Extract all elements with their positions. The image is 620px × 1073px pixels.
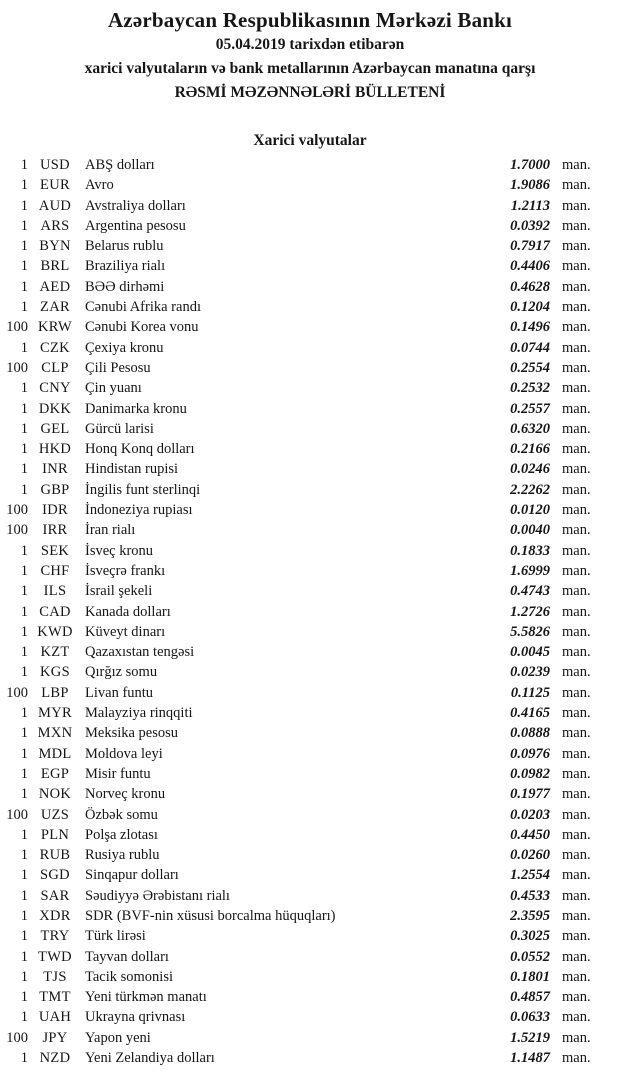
currency-name: Çin yuanı (85, 380, 142, 397)
unit-label: man. (562, 684, 591, 701)
unit-label: man. (562, 623, 591, 640)
rate-value: 1.2554 (510, 867, 550, 884)
unit-label: man. (562, 258, 591, 275)
unit-label: man. (562, 157, 591, 173)
currency-name: İndoneziya rupiası (85, 502, 193, 519)
currency-name: Avro (85, 177, 114, 194)
currency-row (0, 784, 620, 804)
bulletin-title: RƏSMİ MƏZƏNNƏLƏRİ BÜLLETENİ (174, 84, 446, 101)
quantity-value: 1 (20, 745, 28, 762)
rate-value: 1.2726 (510, 603, 550, 620)
currency-row (0, 297, 620, 317)
currency-name: Rusiya rublu (85, 847, 160, 864)
currency-name: Səudiyyə Ərəbistanı rialı (85, 887, 230, 904)
currency-name: Misir funtu (85, 765, 151, 782)
currency-code: NZD (39, 1050, 71, 1067)
quantity-value: 1 (20, 380, 28, 397)
quantity-value: 100 (6, 1029, 28, 1046)
rate-value: 0.3025 (510, 928, 550, 945)
unit-label: man. (562, 197, 591, 214)
rate-value: 0.6320 (510, 420, 550, 437)
unit-label: man. (562, 786, 591, 803)
rate-value: 0.0633 (510, 1009, 550, 1026)
unit-label: man. (562, 745, 591, 762)
unit-label: man. (562, 847, 591, 864)
currency-row (0, 642, 620, 662)
unit-label: man. (562, 867, 591, 884)
currency-code: LBP (41, 684, 69, 701)
rate-value: 0.0976 (510, 745, 550, 762)
unit-label: man. (562, 644, 591, 661)
currency-row (0, 236, 620, 256)
currency-row (0, 1028, 620, 1048)
unit-label: man. (562, 887, 591, 904)
currency-name: Danimarka kronu (85, 400, 187, 417)
rate-value: 0.0040 (510, 522, 550, 539)
currency-row (0, 500, 620, 520)
currency-row (0, 399, 620, 419)
currency-row (0, 196, 620, 216)
currency-name: Küveyt dinarı (85, 623, 166, 640)
subtitle-line: xarici valyutaların və bank metallarının Azərbaycan manatına qarşı (84, 60, 536, 77)
rate-value: 0.2557 (510, 400, 550, 417)
rate-value: 0.2532 (510, 380, 550, 397)
rate-value: 0.0260 (510, 847, 550, 864)
unit-label: man. (562, 481, 591, 498)
currency-name: Yeni Zelandiya dolları (85, 1050, 215, 1067)
rate-value: 0.2554 (510, 359, 550, 376)
currency-name: Polşa zlotası (85, 826, 158, 843)
currency-name: Honq Konq dolları (85, 441, 195, 458)
currency-code: EGP (40, 765, 70, 782)
quantity-value: 1 (20, 217, 28, 234)
currency-name: Özbək somu (85, 806, 158, 823)
currency-row (0, 886, 620, 906)
currency-row (0, 459, 620, 479)
currency-row (0, 317, 620, 337)
unit-label: man. (562, 502, 591, 519)
currency-name: Moldova leyi (85, 745, 163, 762)
rate-value: 0.4165 (510, 705, 550, 722)
currency-code: CLP (41, 359, 69, 376)
currency-row (0, 541, 620, 561)
currency-row (0, 764, 620, 784)
currency-code: RUB (39, 847, 71, 864)
quantity-value: 1 (20, 928, 28, 945)
currency-name: İsrail şekeli (85, 583, 153, 600)
bulletin-header (0, 0, 620, 105)
unit-label: man. (562, 1029, 591, 1046)
unit-label: man. (562, 461, 591, 478)
rate-value: 0.1801 (510, 968, 550, 985)
quantity-value: 1 (20, 542, 28, 559)
currency-row (0, 1048, 620, 1068)
quantity-value: 1 (20, 725, 28, 742)
currency-row (0, 581, 620, 601)
rate-value: 0.0120 (510, 502, 550, 519)
currency-code: EUR (40, 177, 70, 194)
unit-label: man. (562, 928, 591, 945)
unit-label: man. (562, 826, 591, 843)
currency-row (0, 216, 620, 236)
currency-code: ZAR (40, 299, 70, 316)
currency-name: Çexiya kronu (85, 339, 164, 356)
quantity-value: 1 (20, 258, 28, 275)
rate-value: 0.4406 (510, 258, 550, 275)
rate-value: 0.0246 (510, 461, 550, 478)
currency-row (0, 358, 620, 378)
currency-row (0, 825, 620, 845)
rates-table (0, 155, 620, 1068)
quantity-value: 1 (20, 623, 28, 640)
quantity-value: 1 (20, 278, 28, 295)
currency-code: IDR (42, 502, 68, 519)
rate-value: 1.2113 (510, 197, 550, 214)
currency-name: Cənubi Afrika randı (85, 299, 201, 316)
currency-row (0, 987, 620, 1007)
unit-label: man. (562, 806, 591, 823)
currency-code: XDR (39, 907, 71, 924)
currency-row (0, 906, 620, 926)
unit-label: man. (562, 1009, 591, 1026)
currency-name: Qırğız somu (85, 664, 158, 681)
currency-row (0, 439, 620, 459)
quantity-value: 1 (20, 197, 28, 214)
unit-label: man. (562, 420, 591, 437)
unit-label: man. (562, 441, 591, 458)
rate-value: 1.5219 (510, 1029, 550, 1046)
quantity-value: 1 (20, 968, 28, 985)
currency-row (0, 947, 620, 967)
currency-name: İsveç kronu (85, 542, 154, 559)
rate-value: 5.5826 (510, 623, 550, 640)
quantity-value: 1 (20, 562, 28, 579)
quantity-value: 1 (20, 867, 28, 884)
unit-label: man. (562, 725, 591, 742)
currency-row (0, 520, 620, 540)
rate-value: 1.7000 (510, 157, 550, 173)
rate-value: 0.4857 (510, 989, 550, 1006)
currency-code: TRY (40, 928, 70, 945)
rate-value: 0.1125 (510, 684, 550, 701)
currency-code: PLN (40, 826, 70, 843)
currency-code: SEK (40, 542, 70, 559)
currency-row (0, 155, 620, 175)
currency-code: SGD (40, 867, 70, 884)
currency-row (0, 805, 620, 825)
rate-value: 0.1977 (510, 786, 550, 803)
currency-row (0, 662, 620, 682)
quantity-value: 1 (20, 989, 28, 1006)
currency-name: Sinqapur dolları (85, 867, 179, 884)
quantity-value: 1 (20, 765, 28, 782)
rate-value: 0.7917 (510, 238, 550, 255)
currency-name: Yapon yeni (85, 1029, 151, 1046)
rate-value: 0.1204 (510, 299, 550, 316)
currency-code: MDL (38, 745, 72, 762)
currency-code: AUD (38, 197, 72, 214)
currency-code: AED (39, 278, 71, 295)
unit-label: man. (562, 238, 591, 255)
unit-label: man. (562, 968, 591, 985)
currency-code: BYN (39, 238, 71, 255)
unit-label: man. (562, 177, 591, 194)
currency-name: Norveç kronu (85, 786, 166, 803)
quantity-value: 1 (20, 826, 28, 843)
unit-label: man. (562, 989, 591, 1006)
rate-value: 0.1496 (510, 319, 550, 336)
currency-code: NOK (38, 786, 72, 803)
unit-label: man. (562, 359, 591, 376)
currency-code: USD (40, 157, 70, 173)
quantity-value: 1 (20, 948, 28, 965)
currency-row (0, 683, 620, 703)
currency-code: UZS (40, 806, 70, 823)
currency-row (0, 338, 620, 358)
currency-name: İngilis funt sterlinqi (85, 481, 201, 498)
currency-row (0, 419, 620, 439)
currency-code: GBP (40, 481, 70, 498)
currency-code: KZT (40, 644, 70, 661)
rate-value: 1.1487 (510, 1050, 550, 1067)
bank-title: Azərbaycan Respublikasının Mərkəzi Bankı (107, 8, 513, 32)
currency-code: CHF (40, 562, 70, 579)
rate-value: 0.4450 (510, 826, 550, 843)
currency-name: Argentina pesosu (85, 217, 186, 234)
quantity-value: 1 (20, 705, 28, 722)
rate-value: 0.4533 (510, 887, 550, 904)
currency-code: KRW (38, 319, 72, 336)
unit-label: man. (562, 562, 591, 579)
quantity-value: 1 (20, 644, 28, 661)
currency-code: CNY (39, 380, 71, 397)
unit-label: man. (562, 948, 591, 965)
quantity-value: 1 (20, 420, 28, 437)
quantity-value: 1 (20, 481, 28, 498)
rate-value: 1.9086 (510, 177, 550, 194)
currency-name: Türk lirəsi (85, 928, 146, 945)
currency-row (0, 744, 620, 764)
quantity-value: 1 (20, 603, 28, 620)
currency-code: GEL (40, 420, 70, 437)
rate-value: 0.4628 (510, 278, 550, 295)
currency-name: İran rialı (85, 522, 136, 539)
rate-value: 0.0392 (510, 217, 550, 234)
quantity-value: 100 (6, 684, 28, 701)
currency-name: Qazaxıstan tengəsi (85, 644, 195, 661)
quantity-value: 1 (20, 339, 28, 356)
quantity-value: 1 (20, 1050, 28, 1067)
quantity-value: 1 (20, 887, 28, 904)
currency-code: BRL (40, 258, 70, 275)
unit-label: man. (562, 319, 591, 336)
currency-name: SDR (BVF-nin xüsusi borcalma hüquqları) (85, 907, 336, 924)
currency-row (0, 703, 620, 723)
currency-name: Ukrayna qrivnası (85, 1009, 186, 1026)
quantity-value: 1 (20, 157, 28, 173)
currency-row (0, 967, 620, 987)
currency-row (0, 845, 620, 865)
currency-code: ARS (40, 217, 70, 234)
currency-code: KGS (40, 664, 70, 681)
currency-row (0, 865, 620, 885)
currency-name: Yeni türkmən manatı (85, 989, 207, 1006)
currency-row (0, 175, 620, 195)
currency-code: CAD (39, 603, 71, 620)
currency-code: MXN (37, 725, 73, 742)
rate-value: 0.0888 (510, 725, 550, 742)
quantity-value: 1 (20, 583, 28, 600)
unit-label: man. (562, 705, 591, 722)
currency-code: TWD (38, 948, 72, 965)
currency-name: Cənubi Korea vonu (85, 319, 199, 336)
rate-value: 1.6999 (510, 562, 550, 579)
unit-label: man. (562, 522, 591, 539)
rate-value: 0.2166 (510, 441, 550, 458)
currency-code: INR (42, 461, 68, 478)
currency-code: TJS (43, 968, 67, 985)
rate-value: 0.4743 (510, 583, 550, 600)
quantity-value: 1 (20, 177, 28, 194)
currency-name: Braziliya rialı (85, 258, 166, 275)
currency-name: Avstraliya dolları (85, 197, 186, 214)
rate-value: 0.0552 (510, 948, 550, 965)
currency-row (0, 277, 620, 297)
currency-row (0, 256, 620, 276)
currency-row (0, 378, 620, 398)
unit-label: man. (562, 542, 591, 559)
currency-name: Belarus rublu (85, 238, 164, 255)
unit-label: man. (562, 299, 591, 316)
quantity-value: 1 (20, 847, 28, 864)
quantity-value: 100 (6, 522, 28, 539)
unit-label: man. (562, 217, 591, 234)
effective-date-line: 05.04.2019 tarixdən etibarən (215, 36, 405, 53)
currency-row (0, 622, 620, 642)
currency-code: TMT (39, 989, 71, 1006)
quantity-value: 1 (20, 299, 28, 316)
currency-row (0, 602, 620, 622)
rate-value: 0.0982 (510, 765, 550, 782)
currency-row (0, 480, 620, 500)
currency-name: Gürcü larisi (85, 420, 154, 437)
currency-row (0, 561, 620, 581)
quantity-value: 100 (6, 319, 28, 336)
unit-label: man. (562, 380, 591, 397)
quantity-value: 1 (20, 786, 28, 803)
quantity-value: 100 (6, 359, 28, 376)
quantity-value: 100 (6, 806, 28, 823)
rate-value: 0.0239 (510, 664, 550, 681)
currency-code: UAH (38, 1009, 72, 1026)
currency-row (0, 723, 620, 743)
currency-code: KWD (37, 623, 73, 640)
currency-code: DKK (38, 400, 72, 417)
currency-code: JPY (42, 1029, 68, 1046)
currency-code: ILS (43, 583, 67, 600)
rate-value: 0.1833 (510, 542, 550, 559)
currency-code: MYR (38, 705, 72, 722)
currency-name: Çili Pesosu (85, 359, 151, 376)
section-title: Xarici valyutalar (253, 132, 367, 149)
currency-row (0, 1007, 620, 1027)
currency-name: Livan funtu (85, 684, 154, 701)
currency-row (0, 926, 620, 946)
quantity-value: 1 (20, 441, 28, 458)
quantity-value: 1 (20, 1009, 28, 1026)
unit-label: man. (562, 765, 591, 782)
currency-name: Malayziya rinqqiti (85, 705, 193, 722)
currency-name: ABŞ dolları (85, 157, 155, 173)
quantity-value: 1 (20, 400, 28, 417)
rate-value: 0.0045 (510, 644, 550, 661)
unit-label: man. (562, 1050, 591, 1067)
rate-value: 2.2262 (510, 481, 550, 498)
quantity-value: 100 (6, 502, 28, 519)
currency-code: CZK (40, 339, 70, 356)
unit-label: man. (562, 603, 591, 620)
quantity-value: 1 (20, 238, 28, 255)
currency-name: Hindistan rupisi (85, 461, 179, 478)
rate-value: 2.3595 (510, 907, 550, 924)
currency-code: SAR (40, 887, 70, 904)
unit-label: man. (562, 339, 591, 356)
rate-value: 0.0744 (510, 339, 550, 356)
currency-code: IRR (42, 522, 68, 539)
rate-value: 0.0203 (510, 806, 550, 823)
currency-name: Kanada dolları (85, 603, 171, 620)
unit-label: man. (562, 278, 591, 295)
currency-code: HKD (38, 441, 72, 458)
currency-name: Meksika pesosu (85, 725, 179, 742)
currency-name: İsveçrə frankı (85, 562, 166, 579)
quantity-value: 1 (20, 461, 28, 478)
unit-label: man. (562, 583, 591, 600)
unit-label: man. (562, 400, 591, 417)
currency-name: Tacik somonisi (85, 968, 173, 985)
currency-name: Tayvan dolları (85, 948, 169, 965)
currency-name: BƏƏ dirhəmi (85, 278, 165, 295)
quantity-value: 1 (20, 907, 28, 924)
unit-label: man. (562, 664, 591, 681)
quantity-value: 1 (20, 664, 28, 681)
unit-label: man. (562, 907, 591, 924)
